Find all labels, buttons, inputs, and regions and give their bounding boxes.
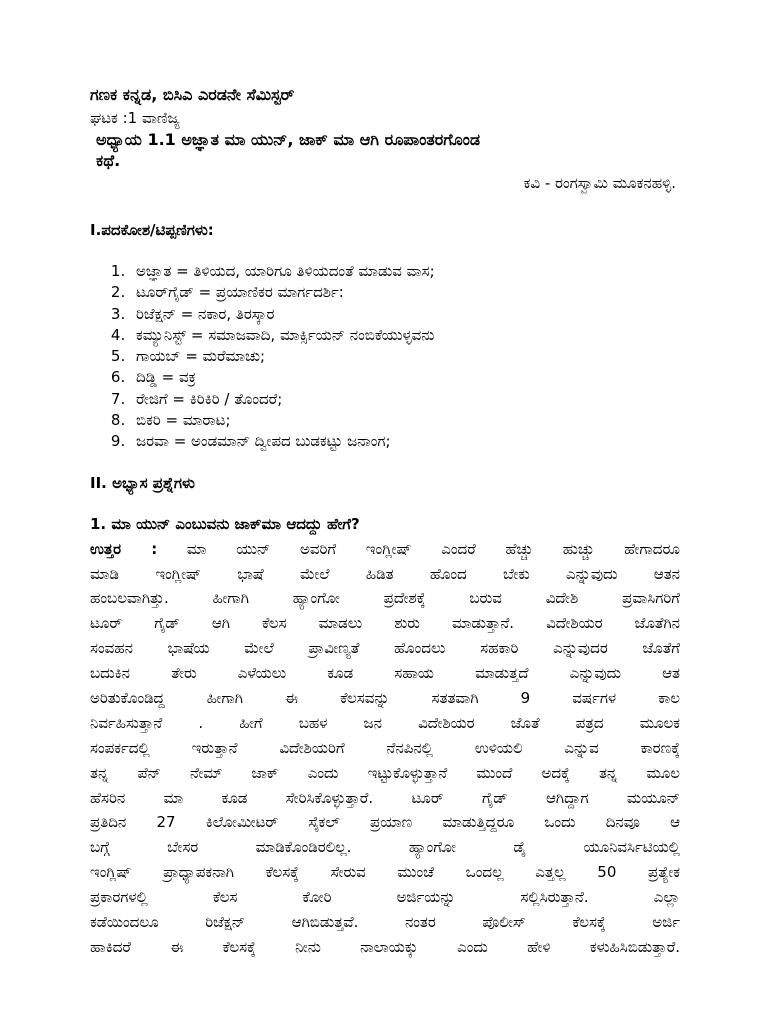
vocabulary-item: 1. ಅಜ್ಞಾತ = ತಿಳಿಯದ, ಯಾರಿಗೂ ತಿಳಿಯದಂತೆ ಮಾಡುವ ವಾಸ; <box>130 261 680 282</box>
answer-line-text: ಮಾ ಯುನ್ ಅವರಿಗೆ ಇಂಗ್ಲೀಷ್ ಎಂದರೆ ಹೆಚ್ಚು ಹುಚ್ಚು ಹೇಗಾದರೂ <box>157 539 680 558</box>
vocabulary-item: 9. ಜರವಾ = ಅಂಡಮಾನ್ ದ್ವೀಪದ ಬುಡಕಟ್ಟು ಜನಾಂಗ; <box>130 431 680 452</box>
answer-line: ಮಾಡಿ ಇಂಗ್ಲೀಷ್ ಭಾಷೆ ಮೇಲೆ ಹಿಡಿತ ಹೊಂದ ಬೇಕು ಎನ್ನುವುದು ಆತನ <box>90 564 680 583</box>
answer-line: ಬಗ್ಗೆ ಬೇಸರ ಮಾಡಿಕೊಂಡಿರಲಿಲ್ಲ. ಹ್ಯಾಂಗೋ ಡೈ ಯೂನಿವರ್ಸಿಟಿಯಲ್ಲಿ <box>90 838 680 857</box>
answer-line <box>90 537 680 562</box>
vocabulary-heading: I.ಪದಕೋಶ/ಟಿಪ್ಪಣಿಗಳು: <box>90 221 214 239</box>
vocabulary-item: 2. ಟೂರ್‌ಗೈಡ್ = ಪ್ರಯಾಣಿಕರ ಮಾರ್ಗದರ್ಶಿ: <box>130 282 680 303</box>
vocabulary-item: 3. ರಿಜೆಕ್ಷನ್ = ನಕಾರ, ತಿರಸ್ಕಾರ <box>130 304 680 325</box>
answer-line: ತನ್ನ ಪೆನ್ ನೇಮ್ ಜಾಕ್ ಎಂದು ಇಟ್ಟುಕೊಳ್ಳುತ್ತಾನೆ ಮುಂದೆ ಅದಕ್ಕೆ ತನ್ನ ಮೂಲ <box>90 763 680 782</box>
unit-label: ಘಟಕ :1 ವಾಣಿಜ್ಯ <box>90 109 180 127</box>
vocabulary-list <box>90 261 680 453</box>
vocabulary-item: 7. ರೇಜಿಗೆ = ಕಿರಿಕಿರಿ / ತೊಂದರೆ; <box>130 389 680 410</box>
question-1: 1. ಮಾ ಯುನ್ ಎಂಬುವನು ಜಾಕ್‌ಮಾ ಆದದ್ದು ಹೇಗೆ? <box>90 514 360 533</box>
answer-line: ನಿರ್ವಹಿಸುತ್ತಾನೆ . ಹೀಗೆ ಬಹಳ ಜನ ವಿದೇಶಿಯರ ಜೊತೆ ಪತ್ರದ ಮೂಲಕ <box>90 713 680 732</box>
answer-line: ಸಂಪರ್ಕದಲ್ಲಿ ಇರುತ್ತಾನೆ ವಿದೇಶಿಯರಿಗೆ ನೆನಪಿನಲ್ಲಿ ಉಳಿಯಲಿ ಎನ್ನುವ ಕಾರಣಕ್ಕೆ <box>90 738 680 757</box>
author-line: ಕವಿ - ರಂಗಸ್ವಾಮಿ ಮೂಕನಹಳ್ಳಿ. <box>523 174 676 192</box>
answer-line: ಹಂಬಲವಾಗಿತ್ತು. ಹೀಗಾಗಿ ಹ್ಯಾಂಗೋ ಪ್ರದೇಶಕ್ಕೆ ಬರುವ ವಿದೇಶಿ ಪ್ರವಾಸಿಗರಿಗೆ <box>90 589 680 608</box>
answer-paragraph <box>90 537 680 960</box>
vocabulary-item: 6. ದಿಡ್ಡಿ = ವಕ್ರ <box>130 367 680 388</box>
answer-line: ಇಂಗ್ಲಿಷ್ ಪ್ರಾಧ್ಯಾಪಕನಾಗಿ ಕೆಲಸಕ್ಕೆ ಸೇರುವ ಮುಂಚೆ ಒಂದಲ್ಲ ಎತ್ತಲ್ಲ 50 ಪ್ರತ್ಯೇಕ <box>90 863 680 882</box>
answer-line: ಕಡೆಯಿಂದಲೂ ರಿಜೆಕ್ಷನ್ ಆಗಿಬಿಡುತ್ತವೆ. ನಂತರ ಪೊಲೀಸ್ ಕೆಲಸಕ್ಕೆ ಅರ್ಜಿ <box>90 913 680 932</box>
vocabulary-item: 4. ಕಮ್ಯುನಿಸ್ಟ್ = ಸಮಾಜವಾದಿ, ಮಾರ್ಕ್ಸಿಯನ್ ನಂಬಿಕೆಯುಳ್ಳವನು <box>130 325 680 346</box>
answer-line: ಪ್ರತಿದಿನ 27 ಕಿಲೋಮೀಟರ್ ಸೈಕಲ್ ಪ್ರಯಾಣ ಮಾಡುತ್ತಿದ್ದರೂ ಒಂದು ದಿನವೂ ಆ <box>90 813 680 832</box>
answer-line: ಹೆಸರಿನ ಮಾ ಕೂಡ ಸೇರಿಸಿಕೊಳ್ಳುತ್ತಾರೆ. ಟೂರ್ ಗೈಡ್ ಆಗಿದ್ದಾಗ ಮಯೂನ್ <box>90 788 680 807</box>
vocabulary-item: 8. ಬಿಕರಿ = ಮಾರಾಟ; <box>130 410 680 431</box>
answer-line: ಹಾಕಿದರೆ ಈ ಕೆಲಸಕ್ಕೆ ನೀನು ನಾಲಾಯಕ್ಕು ಎಂದು ಹೇಳಿ ಕಳುಹಿಸಿಬಿಡುತ್ತಾರೆ. <box>90 937 680 956</box>
course-title: ಗಣಕ ಕನ್ನಡ, ಬಿಸಿಎ ಎರಡನೇ ಸೆಮಿಸ್ಟರ್ <box>90 85 295 104</box>
answer-line: ಸಂವಹನ ಭಾಷೆಯ ಮೇಲೆ ಪ್ರಾವೀಣ್ಯತೆ ಹೊಂದಲು ಸಹಕಾರಿ ಎನ್ನುವುದರ ಜೊತೆಗೆ <box>90 639 680 658</box>
answer-label: ಉತ್ತರ : <box>90 539 158 558</box>
answer-line: ಟೂರ್ ಗೈಡ್ ಆಗಿ ಕೆಲಸ ಮಾಡಲು ಶುರು ಮಾಡುತ್ತಾನೆ. ವಿದೇಶಿಯರ ಜೊತೆಗಿನ <box>90 614 680 633</box>
answer-line: ಅರಿತುಕೊಂಡಿದ್ದ ಹೀಗಾಗಿ ಈ ಕೆಲಸವನ್ನು ಸತತವಾಗಿ 9 ವರ್ಷಗಳ ಕಾಲ <box>90 689 680 708</box>
practice-heading: II. ಅಭ್ಯಾಸ ಪ್ರಶ್ನೆಗಳು <box>90 473 195 492</box>
chapter-title-continuation: ಕಥೆ. <box>96 151 121 170</box>
answer-line: ಬದುಕಿನ ತೇರು ಎಳೆಯಲು ಕೂಡ ಸಹಾಯ ಮಾಡುತ್ತದೆ ಎನ್ನುವುದು ಆತ <box>90 664 680 683</box>
chapter-title: ಅಧ್ಯಾಯ 1.1 ಅಜ್ಞಾತ ಮಾ ಯುನ್, ಜಾಕ್ ಮಾ ಆಗಿ ರೂಪಾಂತರಗೊಂಡ <box>96 130 481 149</box>
answer-line: ಪ್ರಕಾರಗಳಲ್ಲಿ ಕೆಲಸ ಕೋರಿ ಅರ್ಜಿಯನ್ನು ಸಲ್ಲಿಸಿರುತ್ತಾನೆ. ಎಲ್ಲಾ <box>90 888 680 907</box>
vocabulary-item: 5. ಗಾಯಬ್ = ಮರೆಮಾಚು; <box>130 346 680 367</box>
